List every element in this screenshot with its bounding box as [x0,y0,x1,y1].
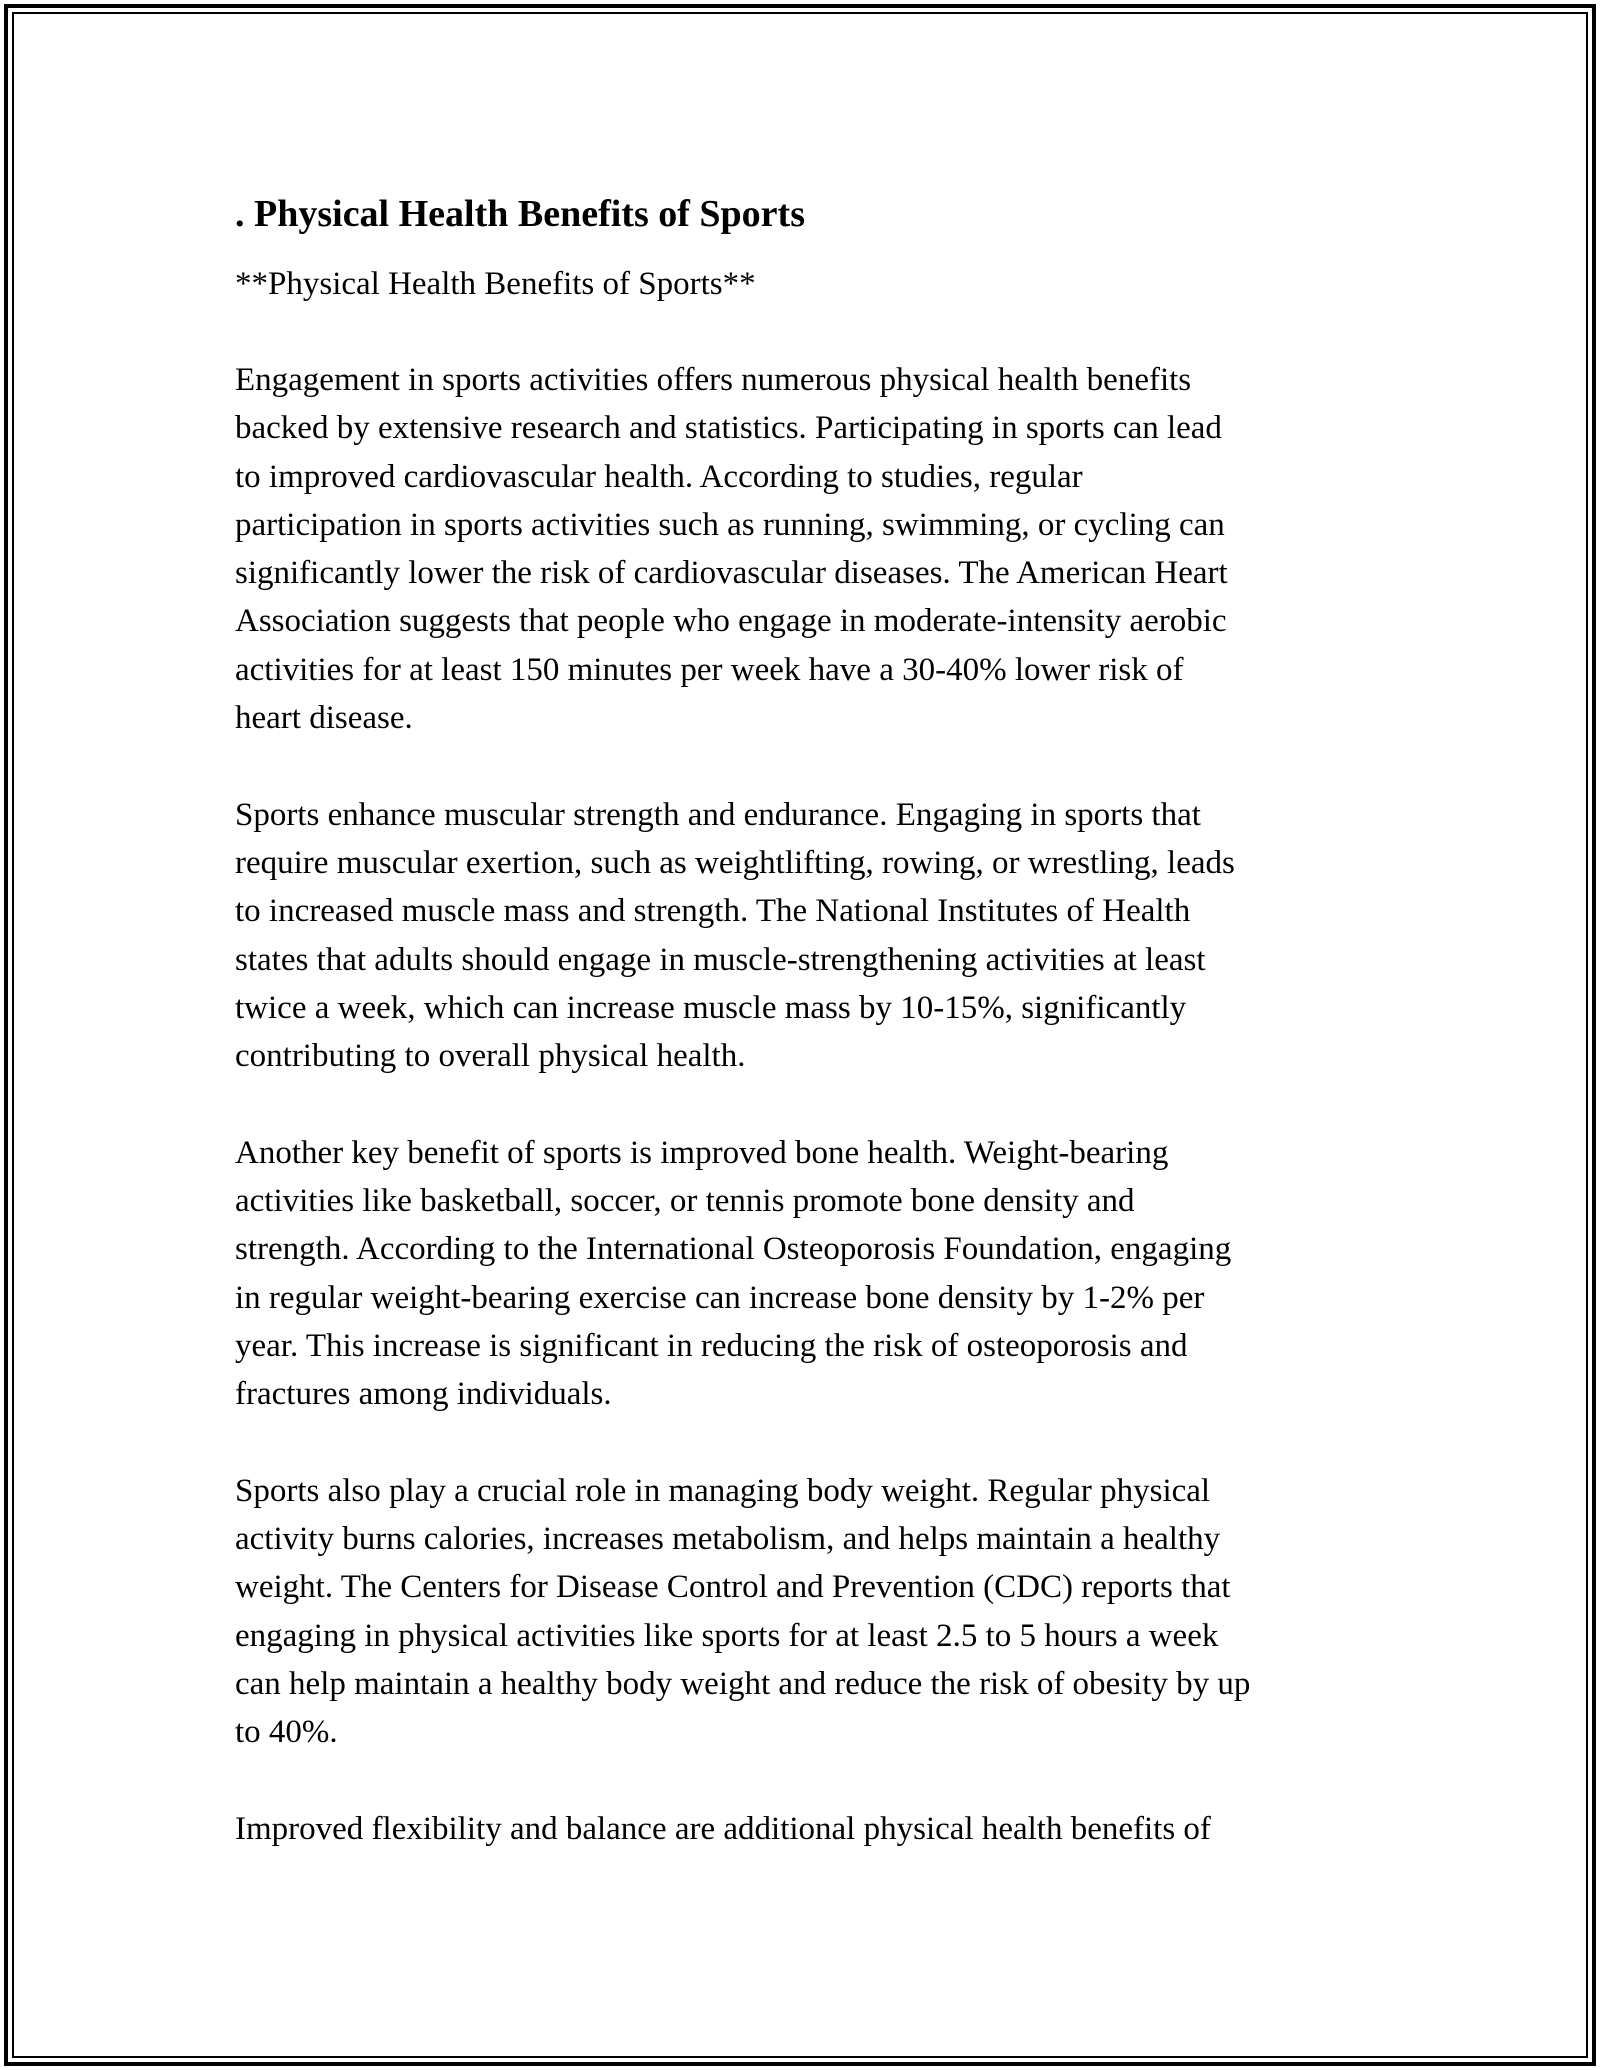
text-line: year. This increase is significant in reducing the risk of osteoporosis and [235,1327,1188,1364]
text-line: activity burns calories, increases metabolism, and helps maintain a healthy [235,1521,1221,1558]
text-line: activities like basketball, soccer, or tennis promote bone density and [235,1183,1135,1220]
section-heading: . Physical Health Benefits of Sports [235,193,805,235]
text-line: twice a week, which can increase muscle mass by 10-15%, significantly [235,989,1187,1026]
text-line: participation in sports activities such as running, swimming, or cycling can [235,506,1225,543]
text-line: require muscular exertion, such as weightlifting, rowing, or wrestling, leads [235,844,1235,881]
text-line: significantly lower the risk of cardiovascular diseases. The American Heart [235,555,1228,592]
text-line: weight. The Centers for Disease Control and Prevention (CDC) reports that [235,1569,1231,1606]
paragraph-flexibility [235,1805,1385,1853]
text-line: can help maintain a healthy body weight and reduce the risk of obesity by up [235,1666,1251,1703]
paragraph-bone-health [235,1129,1385,1419]
text-line: Sports also play a crucial role in managing body weight. Regular physical [235,1472,1211,1509]
text-line: Another key benefit of sports is improved bone health. Weight-bearing [235,1134,1169,1171]
text-line: Association suggests that people who engage in moderate-intensity aerobic [235,603,1227,640]
text-line: contributing to overall physical health. [235,1038,746,1075]
text-line: in regular weight-bearing exercise can increase bone density by 1-2% per [235,1279,1205,1316]
text-line: to improved cardiovascular health. According to studies, regular [235,458,1083,495]
text-line: states that adults should engage in muscle-strengthening activities at least [235,941,1206,978]
text-line: Engagement in sports activities offers numerous physical health benefits [235,362,1192,398]
section-subtitle: **Physical Health Benefits of Sports** [235,266,756,302]
text-line: backed by extensive research and statistics. Participating in sports can lead [235,410,1222,447]
paragraph-muscular-strength [235,791,1385,1081]
paragraph-body-weight [235,1467,1385,1757]
text-line: to increased muscle mass and strength. The National Institutes of Health [235,893,1191,930]
paragraph-cardiovascular [235,356,1385,742]
document-body [235,188,1385,1902]
text-line: fractures among individuals. [235,1376,612,1413]
text-line: heart disease. [235,700,413,737]
text-line: strength. According to the International Osteoporosis Foundation, engaging [235,1231,1232,1268]
text-line: engaging in physical activities like sports for at least 2.5 to 5 hours a week [235,1617,1219,1654]
text-line: Improved flexibility and balance are additional physical health benefits of [235,1810,1211,1847]
text-line: to 40%. [235,1714,338,1751]
text-line: activities for at least 150 minutes per week have a 30-40% lower risk of [235,651,1184,688]
text-line: Sports enhance muscular strength and endurance. Engaging in sports that [235,796,1201,833]
